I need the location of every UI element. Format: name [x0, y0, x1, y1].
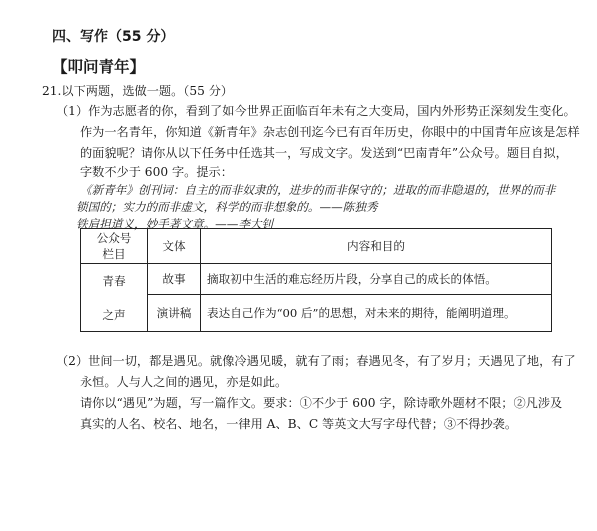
header-column-line-2: 栏目 — [102, 247, 126, 261]
quote-line-1: 《新青年》创刊词：自主的而非奴隶的，进步的而非保守的；进取的而非隐退的，世界的而非 — [80, 183, 556, 197]
header-column — [81, 229, 148, 264]
header-content: 内容和目的 — [201, 229, 552, 264]
row-content: 摘取初中生活的难忘经历片段，分享自己的成长的体悟。 — [201, 264, 552, 295]
part2-line-2: 永恒。人与人之间的遇见，亦是如此。 — [80, 375, 288, 389]
theme-title: 【叩问青年】 — [52, 58, 146, 76]
column-label-bottom: 之声 — [102, 307, 126, 322]
quote-line-3: 铁肩担道义，妙手著文章。——李大钊 — [76, 217, 274, 231]
row-content: 表达自己作为“00 后”的思想，对未来的期待，能阐明道理。 — [201, 295, 552, 332]
column-label-cell — [81, 264, 148, 332]
table-row — [81, 295, 552, 332]
question-line: 21.以下两题，选做一题。（55 分） — [42, 84, 234, 98]
table-row — [81, 264, 552, 295]
quote-line-2: 锁国的；实力的而非虚文，科学的而非想象的。——陈独秀 — [76, 200, 378, 214]
part1-line-4: 字数不少于 600 字。提示： — [80, 165, 233, 179]
table-header-row — [81, 229, 552, 264]
part2-line-4: 真实的人名、校名、地名，一律用 A、B、C 等英文大写字母代替；③不得抄袭。 — [80, 417, 518, 431]
part1-line-3: 的面貌呢？请你从以下任务中任选其一，写成文字。发送到“巴南青年”公众号。题目自拟， — [80, 146, 568, 160]
header-type: 文体 — [148, 229, 201, 264]
section-title: 四、写作（55 分） — [52, 29, 175, 45]
row-type: 故事 — [148, 264, 201, 295]
task-table — [80, 228, 552, 332]
part2-line-1: （2）世间一切，都是遇见。就像冷遇见暖，就有了雨；春遇见冬，有了岁月；天遇见了地，有了 — [56, 354, 576, 368]
part1-line-1: （1）作为志愿者的你，看到了如今世界正面临百年未有之大变局，国内外形势正深刻发生变化。 — [56, 104, 576, 118]
row-type: 演讲稿 — [148, 295, 201, 332]
header-column-line-1: 公众号 — [96, 231, 132, 245]
column-label-top: 青春 — [102, 273, 126, 288]
part1-line-2: 作为一名青年，你知道《新青年》杂志创刊迄今已有百年历史，你眼中的中国青年应该是怎样 — [80, 125, 580, 139]
part2-line-3: 请你以“遇见”为题，写一篇作文。要求：①不少于 600 字，除诗歌外题材不限；②凡涉及 — [80, 396, 563, 410]
